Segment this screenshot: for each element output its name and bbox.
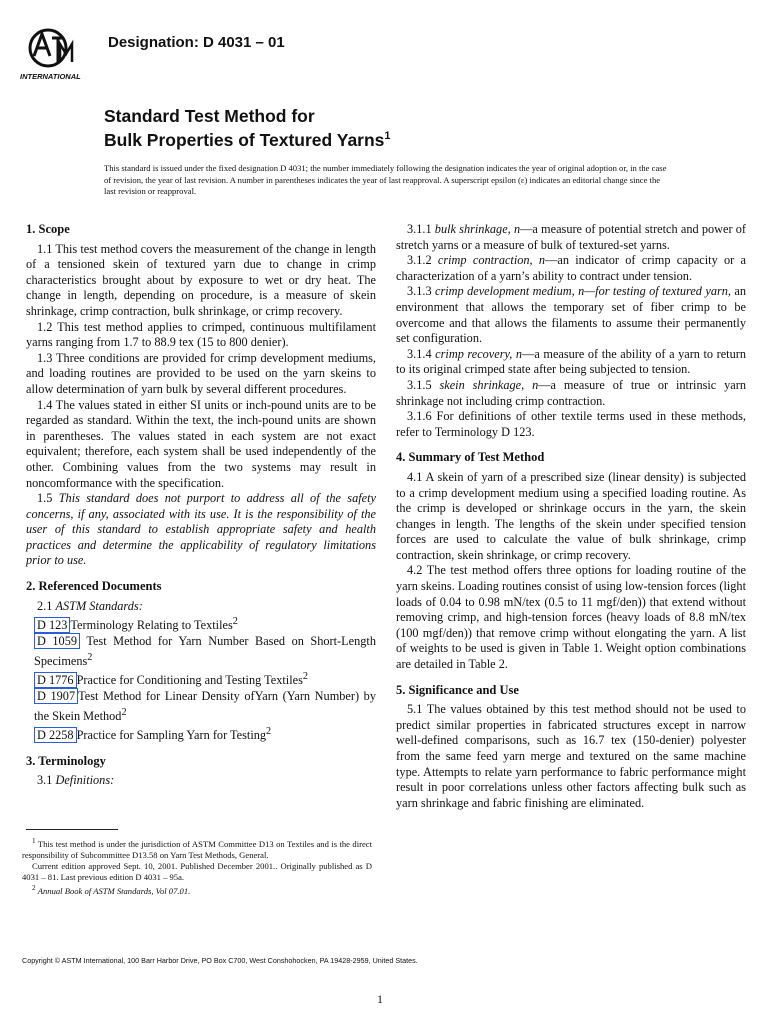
footnotes <box>22 836 372 897</box>
para-3-1-3: 3.1.3 crimp development medium, n—for testing of textured yarn, an environment that allows the temporary set of fiber crimp to be overcome and that allows the filaments to assume their permanently set configuration. <box>396 284 747 346</box>
footnote-2: $^2$ Annual Book of ASTM Standards, Vol 07.01. <box>32 883 191 896</box>
ref-item: D 1907 Test Method for Linear Density ofYarn (Yarn Number) by the Skein Method$^2$ <box>34 688 376 723</box>
ref-item: D 2258 Practice for Sampling Yarn for Testing$^2$ <box>26 724 376 744</box>
scope-heading: 1. Scope <box>26 222 70 236</box>
title-line-2: Bulk Properties of Textured Yarns$^1$ <box>104 129 391 150</box>
para-1-3: 1.3 Three conditions are provided for crimp development mediums, and loading routines are provided to be used on the yarn skeins to allow determination of yarn bulk by several different procedures. <box>26 350 376 396</box>
footnote-1b: Current edition approved Sept. 10, 2001. Published December 2001.. Originally published as D 4031 – 81. Last previous edition D 4031 – 95a. <box>22 860 372 882</box>
para-1-2: 1.2 This test method applies to crimped, continuous multifilament yarns ranging from 1.7 to 88.9 tex (15 to 800 denier). <box>26 319 376 350</box>
designation: Designation: D 4031 – 01 <box>108 34 285 51</box>
ref-item: D 1776 Practice for Conditioning and Testing Textiles$^2$ <box>26 669 376 689</box>
para-2-1: 2.1 ASTM Standards: <box>37 598 143 613</box>
ref-item: D 1059 Test Method for Yarn Number Based on Short-Length Specimens$^2$ <box>34 633 376 668</box>
para-3-1-6: 3.1.6 For definitions of other textile terms used in these methods, refer to Terminology D 123. <box>396 409 746 439</box>
para-1-1: 1.1 This test method covers the measurement of the change in length of a tensioned skein of textured yarn due to change in crimp characteristics brought about by exposure to wet or dry heat. The change in length, depending on procedure, is a measure of skein shrinkage, crimp contraction, bulk shrinkage, or crimp recovery. <box>26 241 376 318</box>
summary-heading: 4. Summary of Test Method <box>396 450 545 465</box>
copyright-notice: Copyright © ASTM International, 100 Barr Harbor Drive, PO Box C700, West Conshohocken, PA 19428-2959, United States. <box>22 956 418 965</box>
para-5-1: 5.1 The values obtained by this test method should not be used to predict similar properties in fabricated structures except in narrow well-defined comparisons, such as 16.7 tex (150-denier) polyester from the same feed yarn merge and textured on the same machine type. Attempts to relate yarn performance to fabric performance might result in poor correlations unless other factors affecting bulk such as yarn shrinkage and fabric finishing are eliminated. <box>396 702 746 810</box>
para-1-4: 1.4 The values stated in either SI units or inch-pound units are to be regarded as standard. Within the text, the inch-pound units are shown in parentheses. The values stated in each system are not exact equivalent; therefore, each system shall be used independently of the other. Combining values from the two systems may result in noncomformance with the specification. <box>26 397 376 490</box>
ref-link-d123[interactable]: D 123 <box>34 617 70 633</box>
ref-link-d1776[interactable]: D 1776 <box>34 672 77 688</box>
right-column <box>396 222 746 819</box>
ref-link-d1907[interactable]: D 1907 <box>34 688 78 704</box>
ref-link-d1059[interactable]: D 1059 <box>34 633 80 649</box>
preamble: This standard is issued under the fixed designation D 4031; the number immediately following the designation indicates the year of original adoption or, in the case of revision, the year of last revision. A number in parentheses indicates the year of last reapproval. A superscript epsilon (ε) indicates an editorial change since the last revision or reapproval. <box>104 163 667 197</box>
para-1-5: 1.5 This standard does not purport to address all of the safety concerns, if any, associated with its use. It is the responsibility of the user of this standard to establish appropriate safety and health practices and determine the applicability of regulatory limitations prior to use. <box>26 491 376 568</box>
terminology-heading: 3. Terminology <box>26 753 106 768</box>
document-title <box>104 106 391 150</box>
para-3-1-5: 3.1.5 skein shrinkage, n—a measure of true or intrinsic yarn shrinkage not including crimp contraction. <box>396 377 746 408</box>
para-3-1: 3.1 Definitions: <box>37 773 115 788</box>
para-3-1-4: 3.1.4 crimp recovery, n—a measure of the ability of a yarn to return to its original crimped state after being subjected to tension. <box>396 346 746 377</box>
title-line-1: Standard Test Method for <box>104 106 315 126</box>
ref-item: D 123 Terminology Relating to Textiles$^2$ <box>26 614 376 634</box>
para-4-2: 4.2 The test method offers three options for loading routine of the yarn skeins. Loading routines consist of using low-tension forces (light loads of 0.04 to 0.98 mN/tex (0.5 to 11 mgf/den)) that extend without removing crimp, and high-tension forces (heavy loads of 8.8 mN/tex (100 mgf/den)) that remove crimp without elongating the yarn. A list of weights to be used is given in Table 1. Weight option combinations are detailed in Table 2. <box>396 563 746 672</box>
astm-logo <box>20 22 96 84</box>
footnote-1: $^1$ This test method is under the jurisdiction of ASTM Committee D13 on Textiles and is the direct responsibility of Subcommittee D13.58 on Yarn Test Methods, General. <box>22 837 372 860</box>
para-3-1-2: 3.1.2 crimp contraction, n—an indicator of crimp capacity or a characterization of a yarn’s ability to contract under tension. <box>396 253 746 283</box>
footnote-divider <box>26 829 118 830</box>
significance-heading: 5. Significance and Use <box>396 682 519 697</box>
refdocs-heading: 2. Referenced Documents <box>26 579 162 594</box>
svg-text:INTERNATIONAL: INTERNATIONAL <box>20 72 81 81</box>
left-column <box>26 222 376 797</box>
para-4-1: 4.1 A skein of yarn of a prescribed size (linear density) is subjected to a crimp development medium using a specified loading routine. As the crimp is developed or shrinkage occurs in the yarn, the skein changes in length. The lengths of the skein under specified tension forces are used to calculate the value of bulk shrinkage, crimp contraction, skein shrinkage, or crimp recovery. <box>396 469 746 562</box>
ref-link-d2258[interactable]: D 2258 <box>34 727 77 743</box>
para-3-1-1: 3.1.1 bulk shrinkage, n—a measure of potential stretch and power of stretch yarns or a measure of bulk of textured-set yarns. <box>396 222 746 252</box>
page-number: 1 <box>377 992 383 1006</box>
